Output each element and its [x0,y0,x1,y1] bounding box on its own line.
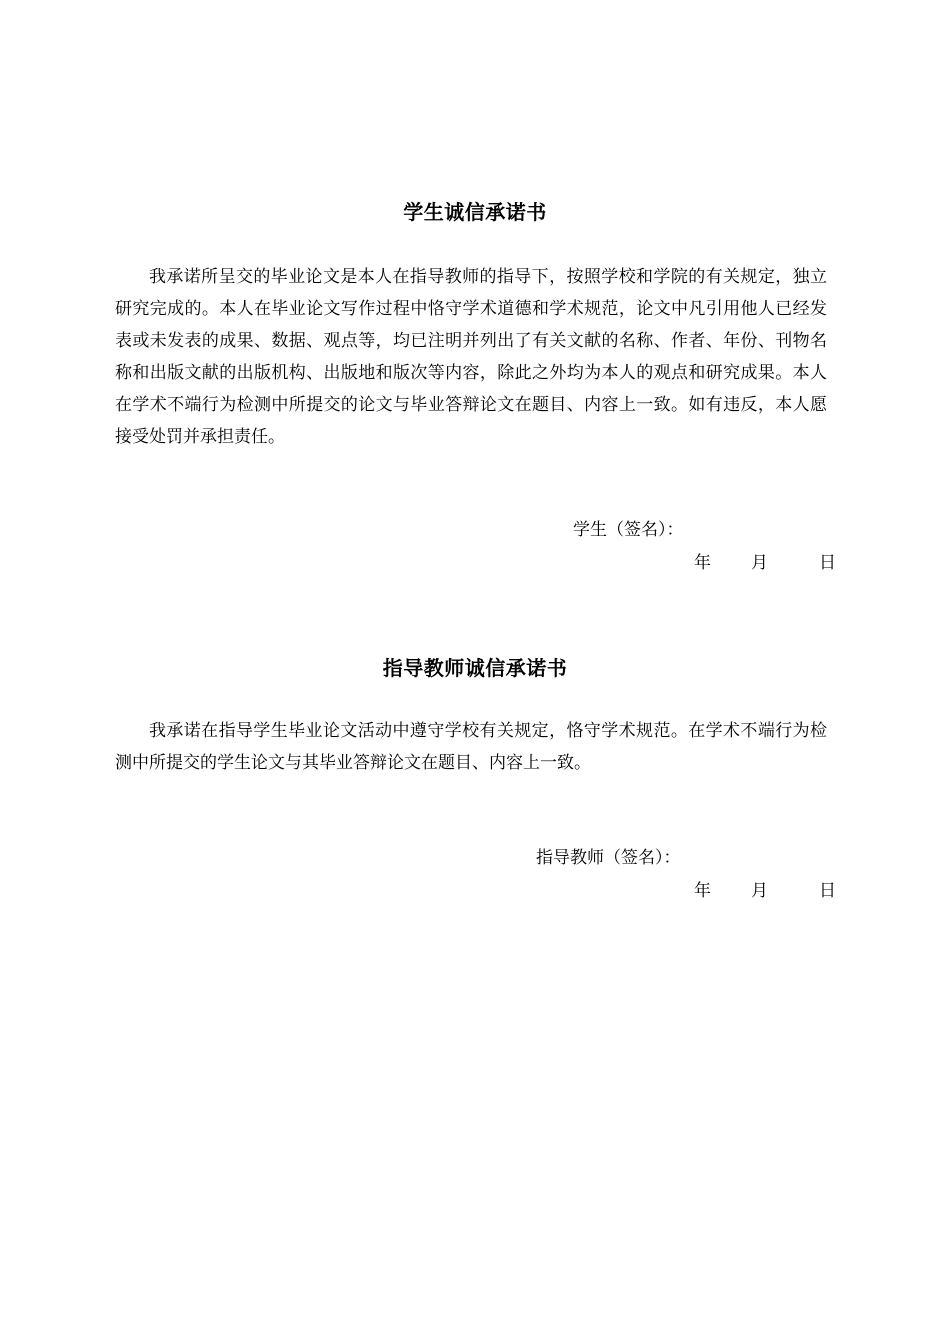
student-pledge-title: 学生诚信承诺书 [403,200,547,224]
advisor-date-day: 日 [819,881,836,901]
advisor-pledge-title: 指导教师诚信承诺书 [382,656,568,680]
advisor-signature-label: 指导教师（签名）： [536,848,681,868]
student-signature-label: 学生（签名）： [573,520,684,540]
advisor-date-month: 月 [751,881,768,901]
student-date-day: 日 [819,553,836,573]
student-date-month: 月 [751,553,768,573]
advisor-date-year: 年 [694,881,711,901]
student-pledge-body: 我承诺所呈交的毕业论文是本人在指导教师的指导下，按照学校和学院的有关规定，独立研究完成的。本人在毕业论文写作过程中恪守学术道德和学术规范，论文中凡引用他人已经发表或未发表的成果、数据、观点等，均已注明并列出了有关文献的名称、作者、年份、刊物名称和出版文献的出版机构、出版地和版次等内容，除此之外均为本人的观点和研究成果。本人在学术不端行为检测中所提交的论文与毕业答辩论文在题目、内容上一致。如有违反，本人愿接受处罚并承担责任。 [115,267,827,447]
student-date-year: 年 [694,553,711,573]
advisor-pledge-body: 我承诺在指导学生毕业论文活动中遵守学校有关规定，恪守学术规范。在学术不端行为检测中所提交的学生论文与其毕业答辩论文在题目、内容上一致。 [115,721,827,773]
